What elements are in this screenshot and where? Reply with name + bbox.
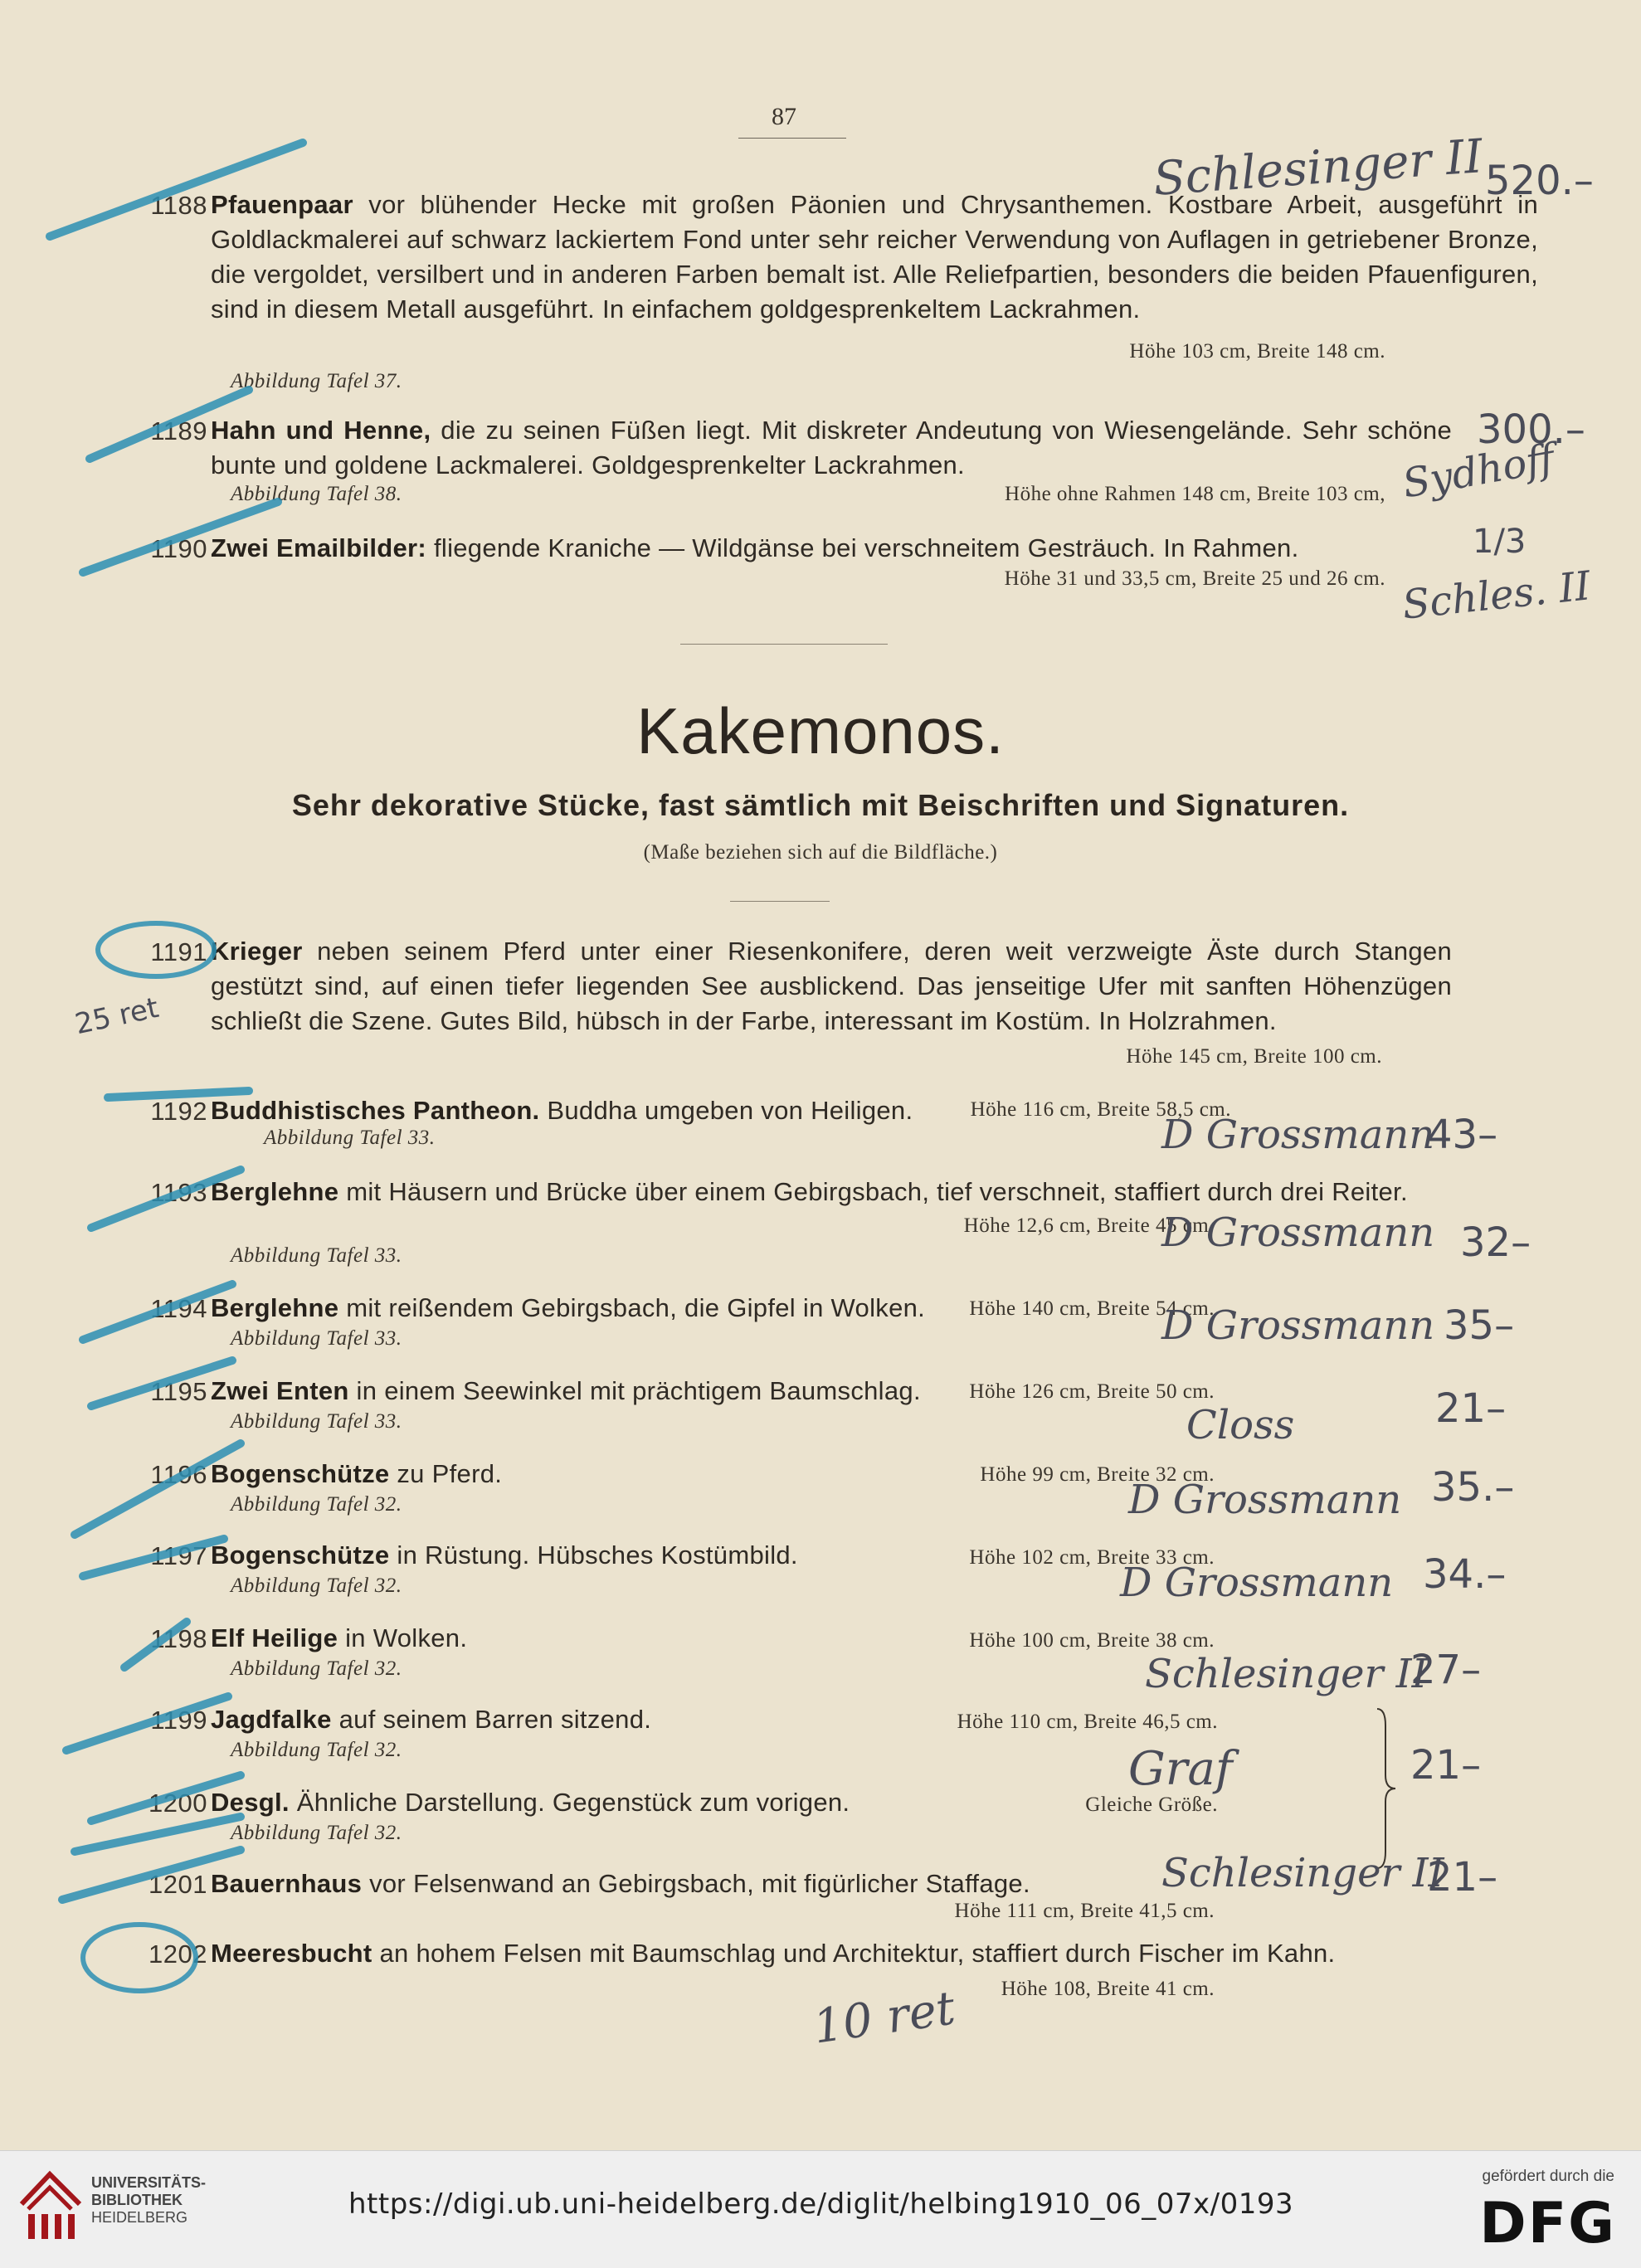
entry-dimensions: Höhe 31 und 33,5 cm, Breite 25 und 26 cm. [1004, 567, 1385, 590]
handwritten-price: 27– [1410, 1647, 1482, 1693]
handwritten-price: 1/3 [1473, 523, 1527, 561]
entry-number: 1192 [150, 1097, 207, 1126]
handwritten-buyer: Schlesinger II [1161, 1850, 1444, 1896]
handwritten-price: 32– [1460, 1219, 1531, 1266]
entry-description: Berglehne mit Häusern und Brücke über einem Gebirgsbach, tief verschneit, staffiert durch drei Reiter. [211, 1177, 1408, 1206]
entry-dimensions: Höhe 111 cm, Breite 41,5 cm. [954, 1900, 1215, 1922]
entry-title: Zwei Enten [211, 1376, 349, 1405]
handwritten-buyer: D Grossmann [1161, 1112, 1435, 1158]
entry-number: 1194 [150, 1294, 207, 1323]
document-url-link[interactable]: https://digi.ub.uni-heidelberg.de/diglit/helbing1910_06_07x/0193 [348, 2188, 1294, 2221]
entry-number: 1201 [149, 1870, 207, 1899]
handwritten-price: 21– [1427, 1854, 1498, 1901]
entry-illustration-ref: Abbildung Tafel 32. [231, 1822, 402, 1844]
entry-dimensions: Gleiche Größe. [1085, 1793, 1218, 1816]
entry-title: Krieger [211, 937, 303, 966]
blue-check-mark [75, 1443, 241, 1535]
entry-dimensions: Höhe 102 cm, Breite 33 cm. [969, 1546, 1215, 1569]
handwritten-buyer: Schlesinger II [1152, 129, 1485, 207]
entry-dimensions: Höhe 100 cm, Breite 38 cm. [969, 1629, 1215, 1652]
handwritten-buyer: D Grossmann [1161, 1302, 1435, 1349]
entry-title: Desgl. [211, 1788, 290, 1817]
entry-description: Desgl. Ähnliche Darstellung. Gegenstück zum vorigen. [211, 1788, 850, 1817]
blue-check-mark [62, 1850, 241, 1900]
entry-number: 1199 [150, 1706, 207, 1735]
entry-number: 1195 [150, 1377, 207, 1406]
entry-dimensions: Höhe 116 cm, Breite 58,5 cm. [970, 1098, 1231, 1121]
blue-circle-mark [83, 1925, 196, 1991]
entry-number: 1190 [150, 534, 207, 563]
entry-illustration-ref: Abbildung Tafel 32. [231, 1574, 402, 1597]
entry-dimensions: Höhe ohne Rahmen 148 cm, Breite 103 cm, [1005, 483, 1385, 505]
entry-number: 1191 [150, 937, 207, 966]
entry-title: Jagdfalke [211, 1705, 332, 1734]
entry-title: Elf Heilige [211, 1623, 338, 1652]
handwritten-price: 43– [1427, 1112, 1498, 1158]
page-number: 87 [772, 103, 796, 130]
funded-by-label: gefördert durch die [1482, 2168, 1614, 2185]
entry-title: Buddhistisches Pantheon. [211, 1096, 540, 1125]
handwritten-note: 25 ret [71, 990, 162, 1042]
handwritten-buyer: Schlesinger II [1145, 1651, 1428, 1697]
blue-check-mark [50, 143, 303, 236]
university-library-logo [17, 2168, 85, 2247]
entry-illustration-ref: Abbildung Tafel 32. [231, 1493, 402, 1516]
handwritten-buyer: Sydhoff [1399, 435, 1559, 508]
entry-description: Zwei Enten in einem Seewinkel mit prächtigem Baumschlag. [211, 1376, 921, 1405]
handwritten-buyer: D Grossmann [1161, 1209, 1435, 1256]
handwritten-buyer: D Grossmann [1128, 1477, 1402, 1523]
handwritten-price: 300.– [1477, 406, 1585, 453]
entry-illustration-ref: Abbildung Tafel 33. [231, 1327, 402, 1350]
entry-title: Bogenschütze [211, 1540, 390, 1570]
entry-description: Jagdfalke auf seinem Barren sitzend. [211, 1705, 652, 1734]
blue-check-mark [83, 502, 278, 572]
entry-title: Berglehne [211, 1293, 339, 1322]
entry-description: Zwei Emailbilder: fliegende Kraniche — Wildgänse bei verschneitem Gesträuch. In Rahmen. [211, 533, 1299, 562]
blue-check-mark [108, 1091, 249, 1097]
blue-check-mark [91, 1775, 241, 1821]
entry-description: Krieger neben seinem Pferd unter einer Riesenkonifere, deren weit verzweigte Äste durch Stangen gestützt sind, auf einen tiefer liegenden See ausblickend. Das jenseitige Ufer mit sanften Höhenzügen schließt die Szene. Gutes Bild, hübsch in der Farbe, interessant im Kostüm. In Holzrahmen. [211, 937, 1452, 1035]
blue-circle-mark [98, 923, 214, 976]
entry-number: 1189 [150, 416, 207, 445]
entry-illustration-ref: Abbildung Tafel 32. [231, 1657, 402, 1680]
entry-description: Pfauenpaar vor blühender Hecke mit großen Päonien und Chrysanthemen. Kostbare Arbeit, ausgeführt in Goldlackmalerei auf schwarz lackiertem Fond unter sehr reicher Verwendung von Auflagen in getriebener Bronze, die vergoldet, versilbert und in anderen Farben bemalt ist. Alle Reliefpartien, besonders die beiden Pfauenfiguren, sind in diesem Metall ausgeführt. In einfachem goldgesprenkeltem Lackrahmen. [211, 190, 1538, 324]
blue-check-mark [83, 1539, 224, 1576]
entry-dimensions: Höhe 140 cm, Breite 54 cm. [969, 1297, 1215, 1320]
entry-title: Bauernhaus [211, 1869, 363, 1898]
entry-dimensions: Höhe 108, Breite 41 cm. [1001, 1978, 1215, 2000]
handwritten-note: 10 ret [810, 1981, 959, 2055]
entry-number: 1193 [150, 1178, 207, 1207]
entry-dimensions: Höhe 126 cm, Breite 50 cm. [969, 1380, 1215, 1403]
entry-title: Pfauenpaar [211, 190, 353, 219]
entry-title: Bogenschütze [211, 1459, 390, 1488]
library-name: UNIVERSITÄTS- BIBLIOTHEK HEIDELBERG [91, 2174, 207, 2226]
entry-dimensions: Höhe 99 cm, Breite 32 cm. [980, 1463, 1215, 1486]
entry-dimensions: Höhe 145 cm, Breite 100 cm. [1126, 1045, 1382, 1068]
entry-number: 1197 [150, 1541, 207, 1570]
handwritten-buyer: Closs [1186, 1402, 1295, 1448]
entry-description: Bogenschütze zu Pferd. [211, 1459, 503, 1488]
handwritten-buyer: D Grossmann [1120, 1560, 1394, 1606]
blue-check-mark [91, 1170, 241, 1228]
bracket-mark [1377, 1709, 1395, 1868]
entry-title: Meeresbucht [211, 1939, 373, 1968]
handwritten-price: 35– [1444, 1302, 1515, 1349]
handwritten-price: 34.– [1423, 1551, 1507, 1598]
entry-illustration-ref: Abbildung Tafel 33. [264, 1127, 436, 1149]
blue-check-mark [90, 390, 249, 459]
entry-number: 1200 [149, 1789, 207, 1818]
handwritten-price: 520.– [1485, 158, 1594, 204]
entry-number: 1188 [150, 191, 207, 220]
section-heading: Kakemonos. [636, 694, 1005, 767]
handwritten-price: 21– [1410, 1742, 1482, 1789]
entry-illustration-ref: Abbildung Tafel 38. [231, 483, 402, 505]
entry-illustration-ref: Abbildung Tafel 33. [231, 1410, 402, 1433]
entry-dimensions: Höhe 110 cm, Breite 46,5 cm. [957, 1711, 1218, 1733]
section-subheading: Sehr dekorative Stücke, fast sämtlich mit Beischriften und Signaturen. [291, 788, 1350, 822]
entry-description: Hahn und Henne, die zu seinen Füßen liegt. Mit diskreter Andeutung von Wiesengelände. Sehr schöne bunte und goldene Lackmalerei. Goldgesprenkelter Lackrahmen. [211, 416, 1453, 479]
entry-description: Berglehne mit reißendem Gebirgsbach, die Gipfel in Wolken. [211, 1293, 926, 1322]
entry-description: Meeresbucht an hohem Felsen mit Baumschlag und Architektur, staffiert durch Fischer im Kahn. [211, 1939, 1336, 1968]
blue-check-mark [91, 1360, 232, 1406]
entry-title: Zwei Emailbilder: [211, 533, 427, 562]
entry-description: Bogenschütze in Rüstung. Hübsches Kostümbild. [211, 1540, 798, 1570]
dfg-logo: DFG [1479, 2191, 1616, 2256]
entry-dimensions: Höhe 103 cm, Breite 148 cm. [1129, 340, 1385, 363]
blue-check-mark [124, 1622, 187, 1667]
handwritten-buyer: Schles. II [1400, 562, 1593, 629]
handwritten-price: 21– [1435, 1385, 1507, 1432]
blue-check-mark [83, 1284, 232, 1340]
handwritten-buyer: Graf [1128, 1742, 1233, 1796]
handwritten-price: 35.– [1431, 1464, 1515, 1511]
entry-description: Elf Heilige in Wolken. [211, 1623, 468, 1652]
viewer-footer [0, 2150, 1641, 2268]
entry-number: 1196 [150, 1460, 207, 1489]
blue-check-mark [66, 1696, 228, 1750]
entry-illustration-ref: Abbildung Tafel 33. [231, 1244, 402, 1267]
entry-illustration-ref: Abbildung Tafel 32. [231, 1739, 402, 1761]
entry-number: 1202 [149, 1939, 207, 1969]
entry-description: Bauernhaus vor Felsenwand an Gebirgsbach, mit figürlicher Staffage. [211, 1869, 1030, 1898]
entry-illustration-ref: Abbildung Tafel 37. [231, 370, 402, 392]
entry-title: Hahn und Henne, [211, 416, 431, 445]
entry-dimensions: Höhe 12,6 cm, Breite 45 cm. [963, 1214, 1215, 1237]
section-note: (Maße beziehen sich auf die Bildfläche.) [643, 841, 998, 864]
entry-description: Buddhistisches Pantheon. Buddha umgeben von Heiligen. [211, 1096, 913, 1125]
entry-title: Berglehne [211, 1177, 339, 1206]
entry-number: 1198 [150, 1624, 207, 1653]
